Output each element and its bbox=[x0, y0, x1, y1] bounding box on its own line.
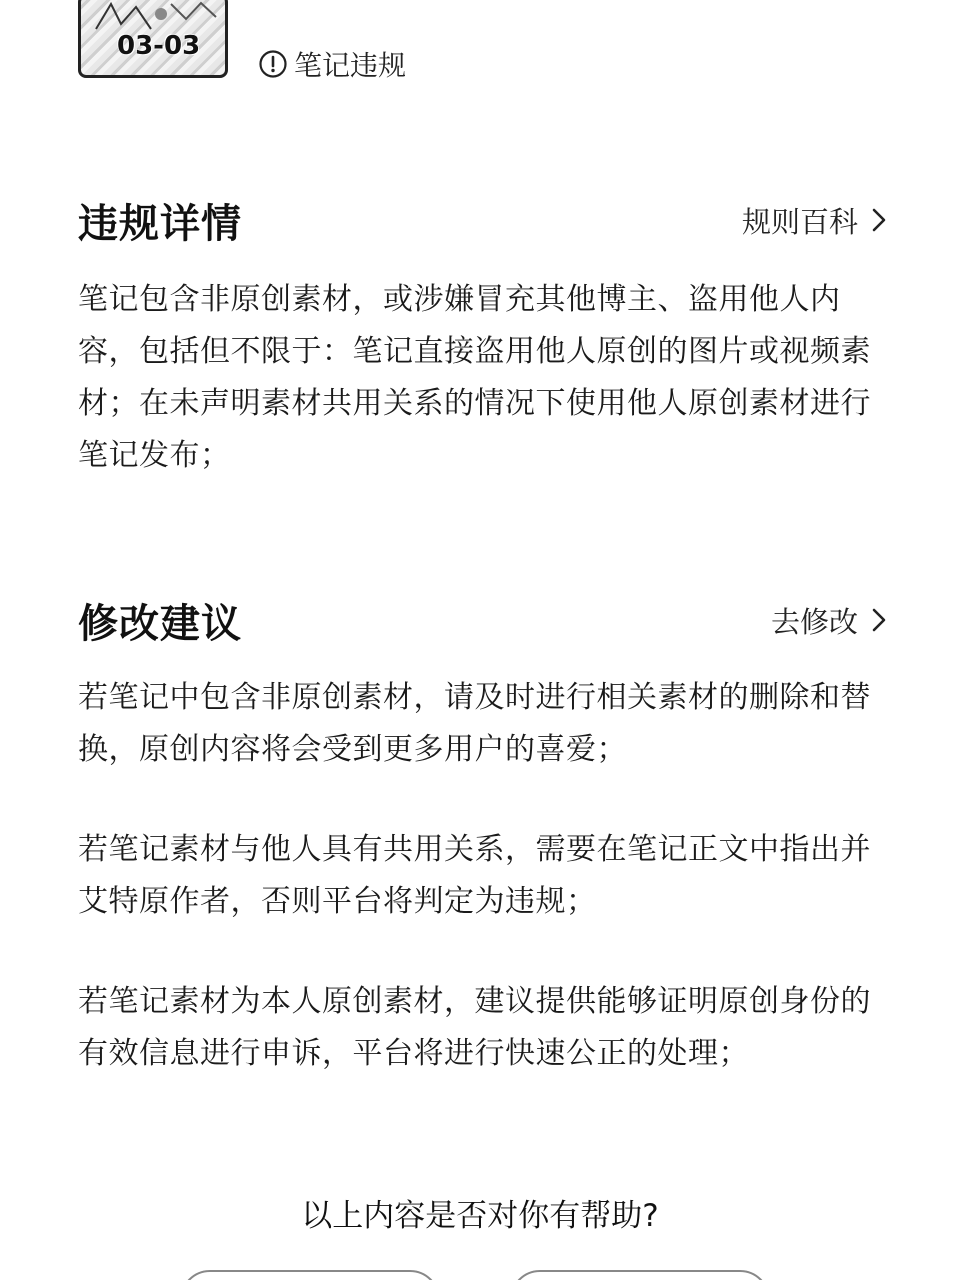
violation-description: 笔记包含非原创素材，或涉嫌冒充其他博主、盗用他人内容，包括但不限于：笔记直接盗用他人原创的图片或视频素材；在未声明素材共用关系的情况下使用他人原创素材进行笔记发布； bbox=[78, 282, 871, 473]
violation-section-header bbox=[78, 190, 886, 250]
note-thumbnail[interactable] bbox=[78, 0, 228, 78]
note-status bbox=[258, 44, 406, 84]
suggestion-paragraph: 若笔记素材与他人具有共用关系，需要在笔记正文中指出并艾特原作者，否则平台将判定为违规； bbox=[78, 832, 871, 919]
go-edit-link[interactable] bbox=[771, 600, 886, 641]
chevron-right-icon bbox=[872, 208, 886, 232]
note-date: 03-03 bbox=[117, 31, 201, 61]
suggestion-paragraph: 若笔记素材为本人原创素材，建议提供能够证明原创身份的有效信息进行申诉，平台将进行快速公正的处理； bbox=[78, 984, 871, 1071]
alert-circle-icon bbox=[258, 49, 288, 79]
go-edit-label: 去修改 bbox=[770, 604, 858, 639]
note-header bbox=[78, 0, 678, 82]
feedback-not-helpful-button[interactable] bbox=[510, 1270, 770, 1280]
suggestion-paragraph: 若笔记中包含非原创素材，请及时进行相关素材的删除和替换，原创内容将会受到更多用户的喜爱； bbox=[78, 680, 871, 767]
suggestion-title: 修改建议 bbox=[78, 600, 242, 647]
violation-title: 违规详情 bbox=[78, 200, 242, 247]
note-status-label: 笔记违规 bbox=[294, 49, 407, 82]
rules-wiki-label: 规则百科 bbox=[741, 204, 858, 239]
suggestion-section-header bbox=[78, 590, 886, 650]
feedback-question: 以上内容是否对你有帮助? bbox=[301, 1198, 659, 1234]
chevron-right-icon bbox=[872, 608, 886, 632]
feedback-helpful-button[interactable] bbox=[180, 1270, 440, 1280]
rules-wiki-link[interactable] bbox=[742, 200, 886, 241]
feedback-buttons bbox=[180, 1270, 780, 1280]
